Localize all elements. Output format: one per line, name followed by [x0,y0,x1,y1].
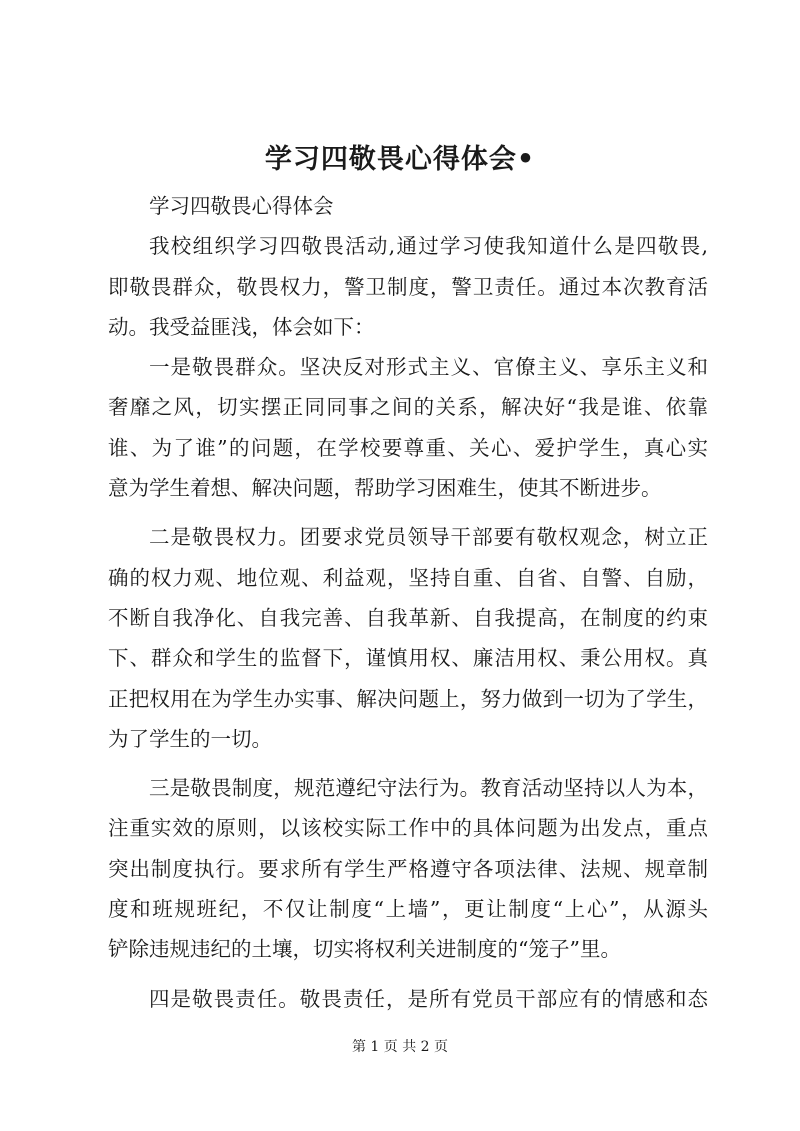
paragraph-4-line-5: 铲除违规违纪的土壤，切实将权利关进制度的“笼子”里。 [108,937,621,962]
paragraph-2-line-1: 一是敬畏群众。坚决反对形式主义、官僚主义、享乐主义和 [149,355,708,380]
paragraph-3-line-2: 确的权力观、地位观、利益观，坚持自重、自省、自警、自励， [108,565,708,590]
paragraph-5-line-1: 四是敬畏责任。敬畏责任，是所有党员干部应有的情感和态 [149,986,708,1011]
page-number-footer: 第 1 页 共 2 页 [351,1039,449,1055]
paragraph-2-line-4: 意为学生着想、解决问题，帮助学习困难生，使其不断进步。 [108,476,662,501]
paragraph-4-line-1: 三是敬畏制度，规范遵纪守法行为。教育活动坚持以人为本， [149,776,708,801]
paragraph-gap [108,970,708,979]
paragraph-3-line-1: 二是敬畏权力。团要求党员领导干部要有敬权观念，树立正 [149,525,708,550]
paragraph-2-line-3: 谁、为了谁”的问题，在学校要尊重、关心、爱护学生，真心实 [108,435,708,460]
paragraph-3-line-5: 正把权用在为学生办实事、解决问题上，努力做到一切为了学生， [108,686,708,711]
document-body [108,186,708,1019]
paragraph-4-line-2: 注重实效的原则，以该校实际工作中的具体问题为出发点，重点 [108,816,708,841]
paragraph-4-line-3: 突出制度执行。要求所有学生严格遵守各项法律、法规、规章制 [108,856,708,881]
paragraph-1-line-2: 即敬畏群众，敬畏权力，警卫制度，警卫责任。通过本次教育活 [108,274,708,299]
paragraph-4-line-4: 度和班规班纪，不仅让制度“上墙”，更让制度“上心”，从源头 [108,897,708,922]
paragraph-2-line-2: 奢靡之风，切实摆正同同事之间的关系，解决好“我是谁、依靠 [108,395,708,420]
paragraph-1-line-1: 我校组织学习四敬畏活动,通过学习使我知道什么是四敬畏, [149,234,708,259]
paragraph-gap [108,759,708,768]
paragraph-1-line-3: 动。我受益匪浅，体会如下： [108,314,375,339]
paragraph-3-line-4: 下、群众和学生的监督下，谨慎用权、廉洁用权、秉公用权。真 [108,646,708,671]
paragraph-gap [108,508,708,517]
paragraph-3-line-3: 不断自我净化、自我完善、自我革新、自我提高，在制度的约束 [108,605,708,630]
paragraph-3-line-6: 为了学生的一切。 [108,726,272,751]
document-title: 学习四敬畏心得体会• [264,144,536,175]
subtitle-line: 学习四敬畏心得体会 [149,194,334,218]
